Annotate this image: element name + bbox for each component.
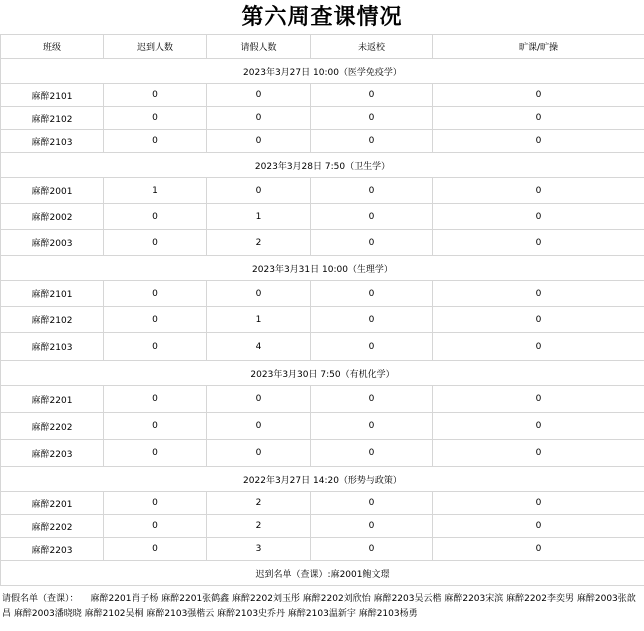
cell-absent: 0 <box>433 386 644 413</box>
cell-leave: 0 <box>207 386 311 413</box>
table-row <box>1 333 644 361</box>
table-row <box>1 386 644 413</box>
cell-leave: 2 <box>207 515 311 538</box>
cell-leave: 3 <box>207 538 311 561</box>
table-row <box>1 204 644 230</box>
cell-not-returned: 0 <box>311 204 433 230</box>
table-row <box>1 107 644 130</box>
cell-not-returned: 0 <box>311 107 433 130</box>
cell-class: 麻醉2103 <box>1 130 104 153</box>
cell-not-returned: 0 <box>311 440 433 467</box>
cell-late: 0 <box>104 413 207 440</box>
table-row <box>1 230 644 256</box>
cell-leave: 4 <box>207 333 311 361</box>
cell-leave: 1 <box>207 204 311 230</box>
cell-class: 麻醉2003 <box>1 230 104 256</box>
cell-not-returned: 0 <box>311 515 433 538</box>
cell-class: 麻醉2203 <box>1 538 104 561</box>
cell-late: 0 <box>104 492 207 515</box>
cell-leave: 2 <box>207 492 311 515</box>
cell-late: 0 <box>104 84 207 107</box>
section-heading: 2023年3月28日 7:50（卫生学） <box>1 153 644 178</box>
cell-leave: 0 <box>207 281 311 307</box>
cell-late: 0 <box>104 204 207 230</box>
cell-class: 麻醉2101 <box>1 281 104 307</box>
cell-absent: 0 <box>433 281 644 307</box>
leave-list-names: 麻醉2201肖子杨 麻醉2201张鹤鑫 麻醉2202刘玉彤 麻醉2202刘欣怡 麻醉2203吴云楷 麻醉2203宋滨 麻醉2202李奕男 麻醉2003张歆昌 麻醉2003潘晓晓 麻醉2102吴桐 麻醉2103强楷云 麻醉2103史乔丹 麻醉2103温新宇 麻醉2103杨勇 <box>2 594 636 619</box>
cell-late: 0 <box>104 107 207 130</box>
cell-late: 0 <box>104 307 207 333</box>
cell-absent: 0 <box>433 307 644 333</box>
cell-absent: 0 <box>433 492 644 515</box>
table-row <box>1 84 644 107</box>
header-leave: 请假人数 <box>207 35 311 59</box>
header-class: 班级 <box>1 35 104 59</box>
leave-list-label: 请假名单（查课）： <box>2 594 79 604</box>
table-row <box>1 307 644 333</box>
cell-not-returned: 0 <box>311 178 433 204</box>
cell-leave: 0 <box>207 413 311 440</box>
cell-not-returned: 0 <box>311 130 433 153</box>
page-title: 第六周查课情况 <box>241 4 403 30</box>
cell-leave: 0 <box>207 178 311 204</box>
cell-late: 0 <box>104 440 207 467</box>
section-heading-row <box>1 467 644 492</box>
section-heading-row <box>1 361 644 386</box>
cell-absent: 0 <box>433 178 644 204</box>
leave-list <box>2 592 642 622</box>
cell-class: 麻醉2001 <box>1 178 104 204</box>
attendance-table <box>0 34 644 586</box>
cell-absent: 0 <box>433 538 644 561</box>
cell-leave: 0 <box>207 440 311 467</box>
cell-leave: 0 <box>207 107 311 130</box>
cell-class: 麻醉2203 <box>1 440 104 467</box>
table-row <box>1 178 644 204</box>
section-heading: 2022年3月27日 14:20（形势与政策） <box>1 467 644 492</box>
cell-class: 麻醉2102 <box>1 307 104 333</box>
cell-class: 麻醉2101 <box>1 84 104 107</box>
cell-leave: 1 <box>207 307 311 333</box>
table-row <box>1 281 644 307</box>
cell-late: 0 <box>104 538 207 561</box>
cell-absent: 0 <box>433 130 644 153</box>
section-heading: 2023年3月27日 10:00（医学免疫学） <box>1 59 644 84</box>
cell-not-returned: 0 <box>311 307 433 333</box>
cell-class: 麻醉2201 <box>1 492 104 515</box>
header-absent: 旷课/旷操 <box>433 35 644 59</box>
table-row <box>1 515 644 538</box>
table-row <box>1 413 644 440</box>
table-row <box>1 492 644 515</box>
cell-absent: 0 <box>433 333 644 361</box>
cell-absent: 0 <box>433 440 644 467</box>
cell-class: 麻醉2103 <box>1 333 104 361</box>
cell-late: 1 <box>104 178 207 204</box>
cell-not-returned: 0 <box>311 492 433 515</box>
section-heading: 2023年3月31日 10:00（生理学） <box>1 256 644 281</box>
cell-late: 0 <box>104 130 207 153</box>
cell-not-returned: 0 <box>311 281 433 307</box>
header-not-returned: 未返校 <box>311 35 433 59</box>
cell-class: 麻醉2102 <box>1 107 104 130</box>
section-heading-row <box>1 59 644 84</box>
cell-not-returned: 0 <box>311 538 433 561</box>
table-row <box>1 538 644 561</box>
cell-absent: 0 <box>433 413 644 440</box>
cell-not-returned: 0 <box>311 413 433 440</box>
late-list: 迟到名单（查课）:麻2001鲍文璟 <box>1 561 644 586</box>
cell-leave: 0 <box>207 84 311 107</box>
table-row <box>1 130 644 153</box>
cell-absent: 0 <box>433 515 644 538</box>
section-heading: 2023年3月30日 7:50（有机化学） <box>1 361 644 386</box>
cell-absent: 0 <box>433 107 644 130</box>
cell-absent: 0 <box>433 204 644 230</box>
cell-leave: 0 <box>207 130 311 153</box>
header-late: 迟到人数 <box>104 35 207 59</box>
cell-not-returned: 0 <box>311 84 433 107</box>
section-heading-row <box>1 256 644 281</box>
cell-late: 0 <box>104 386 207 413</box>
header-row <box>1 35 644 59</box>
cell-not-returned: 0 <box>311 333 433 361</box>
cell-class: 麻醉2002 <box>1 204 104 230</box>
cell-late: 0 <box>104 230 207 256</box>
cell-late: 0 <box>104 333 207 361</box>
cell-class: 麻醉2202 <box>1 515 104 538</box>
cell-class: 麻醉2201 <box>1 386 104 413</box>
cell-leave: 2 <box>207 230 311 256</box>
table-row <box>1 440 644 467</box>
cell-late: 0 <box>104 281 207 307</box>
cell-absent: 0 <box>433 84 644 107</box>
cell-absent: 0 <box>433 230 644 256</box>
cell-late: 0 <box>104 515 207 538</box>
cell-class: 麻醉2202 <box>1 413 104 440</box>
cell-not-returned: 0 <box>311 386 433 413</box>
late-list-row <box>1 561 644 586</box>
section-heading-row <box>1 153 644 178</box>
cell-not-returned: 0 <box>311 230 433 256</box>
